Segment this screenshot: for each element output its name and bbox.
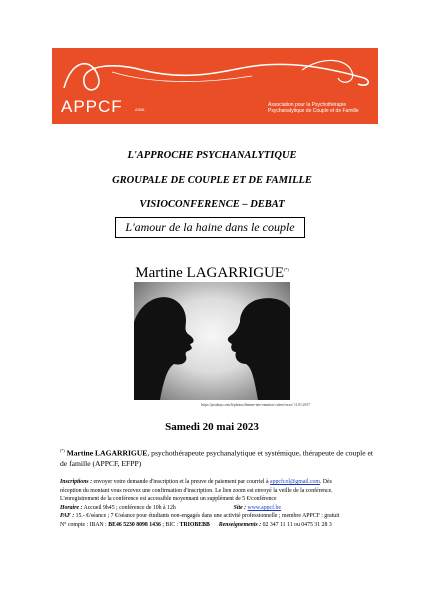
phone-numbers: 02 347 11 11 ou 0475 31 28 3 <box>261 521 332 528</box>
horaire-label: Horaire : <box>60 504 83 511</box>
speaker-bio <box>60 446 375 469</box>
iban-value: BE46 5230 8098 1436 <box>108 521 161 528</box>
silhouettes-icon <box>134 282 290 400</box>
inscriptions-text-2: . Dès <box>319 479 332 485</box>
bio-text: , psychothérapeute psychanalytique et systémique, thérapeute de couple et de famille (APPCF, EFPP) <box>60 448 373 468</box>
silhouette-argument-image <box>134 282 290 400</box>
paf-line <box>60 512 375 521</box>
speaker-name <box>0 265 424 282</box>
practical-info <box>60 478 375 530</box>
title-line-3: VISIOCONFERENCE – DEBAT <box>139 199 285 210</box>
renseignements-label: Renseignements : <box>218 521 262 528</box>
conference-subtitle: L'amour de la haine dans le couple <box>115 217 305 238</box>
account-text-1: N° compte : IBAN : <box>60 521 109 528</box>
site-label: Site : <box>233 504 247 511</box>
confirmation-line: réception du montant vous recevez une confirmation d'inscription. Le lien zoom est envoyé la veille de la conférence. <box>60 487 333 494</box>
paf-label: PAF : <box>60 513 75 520</box>
email-link[interactable]: appcfcol@gmail.com <box>270 479 320 485</box>
horaire-text: Accueil 9h45 ; conférence de 10h à 12h <box>82 504 176 511</box>
account-text-2: ; BIC : <box>160 521 180 528</box>
event-date: Samedi 20 mai 2023 <box>165 421 259 433</box>
title-line-2: GROUPALE DE COUPLE ET DE FAMILLE <box>112 175 312 186</box>
header-banner <box>52 48 378 124</box>
site-link[interactable]: www.appcf.be <box>247 504 281 511</box>
bio-name: Martine LAGARRIGUE <box>66 448 148 458</box>
horaire-line <box>60 504 375 513</box>
speaker-name-text: Martine LAGARRIGUE <box>135 265 285 281</box>
inscriptions-line <box>60 478 375 487</box>
inscriptions-text: envoyer votre demande d'inscription et la preuve de paiement par courriel à <box>92 479 269 485</box>
association-name <box>268 102 376 114</box>
paf-text: 15.- €/séance ; 7 €/séance pour étudiants non-engagés dans une activité professionnelle ; membre APPCF : gratuit <box>74 513 340 520</box>
bio-marker: (*) <box>60 448 65 453</box>
speaker-marker: (*) <box>284 267 289 272</box>
photo-credit: https://pixabay.com/fr/photos/femme-tete-emotion-colere/xxxx/ 11.01.2017 <box>201 403 310 407</box>
association-line-1: Association pour la Psychothérapie <box>268 102 347 108</box>
association-line-2: Psychanalytique de Couple et de Famille <box>268 108 359 114</box>
title-line-1: L'APPROCHE PSYCHANALYTIQUE <box>127 150 297 161</box>
asbl-label: ASBL <box>135 107 146 112</box>
account-line <box>60 521 375 530</box>
inscriptions-label: Inscriptions : <box>60 479 93 485</box>
bic-value: TRIOBEBB <box>179 521 210 528</box>
brand-name: APPCF <box>61 97 123 116</box>
recording-line: L'enregistrement de la conférence est accessible moyennant un supplément de 5 €/conférence <box>60 496 277 503</box>
